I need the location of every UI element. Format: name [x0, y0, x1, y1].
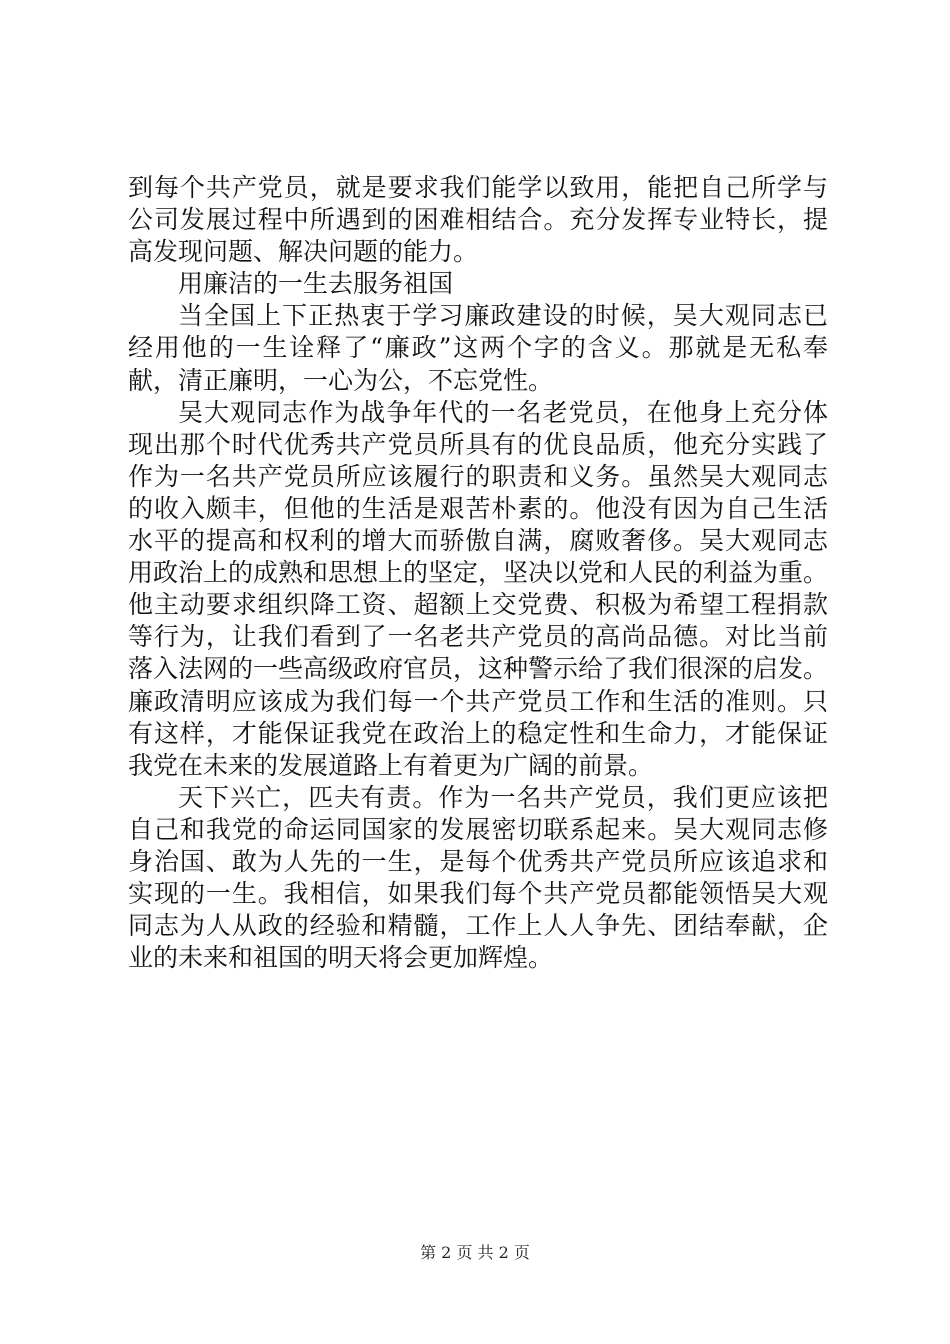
section-heading	[128, 268, 828, 300]
text-line: 献，清正廉明，一心为公，不忘党性。	[128, 365, 554, 395]
text-line: 业的未来和祖国的明天将会更加辉煌。	[128, 943, 554, 973]
text-line: 等行为，让我们看到了一名老共产党员的高尚品德。对比当前	[128, 622, 828, 652]
text-line: 同志为人从政的经验和精髓，工作上人人争先、团结奉献，企	[128, 911, 828, 941]
text-line: 天下兴亡，匹夫有责。作为一名共产党员，我们更应该把	[178, 782, 828, 812]
text-line: 公司发展过程中所遇到的困难相结合。充分发挥专业特长，提	[128, 205, 828, 235]
text-line: 高发现问题、解决问题的能力。	[128, 237, 479, 267]
text-line: 他主动要求组织降工资、超额上交党费、积极为希望工程捐款	[128, 590, 828, 620]
text-line: 实现的一生。我相信，如果我们每个共产党员都能领悟吴大观	[128, 879, 828, 909]
text-line: 用政治上的成熟和思想上的坚定，坚决以党和人民的利益为重。	[128, 558, 829, 588]
text-line: 的收入颇丰，但他的生活是艰苦朴素的。他没有因为自己生活	[128, 493, 828, 523]
text-line: 当全国上下正热衷于学习廉政建设的时候，吴大观同志已	[178, 301, 828, 331]
body-paragraph	[128, 782, 828, 975]
text-line: 水平的提高和权利的增大而骄傲自满，腐败奢侈。吴大观同志	[128, 526, 828, 556]
body-paragraph	[128, 397, 828, 782]
text-line: 有这样，才能保证我党在政治上的稳定性和生命力，才能保证	[128, 718, 828, 748]
text-line: 廉政清明应该成为我们每一个共产党员工作和生活的准则。只	[128, 686, 828, 716]
document-body	[128, 172, 828, 974]
heading-text: 用廉洁的一生去服务祖国	[178, 269, 454, 299]
text-line: 身治国、敢为人先的一生，是每个优秀共产党员所应该追求和	[128, 846, 828, 876]
text-line: 自己和我党的命运同国家的发展密切联系起来。吴大观同志修	[128, 814, 828, 844]
body-paragraph	[128, 172, 828, 268]
text-line: 现出那个时代优秀共产党员所具有的优良品质，他充分实践了	[128, 429, 828, 459]
text-line: 作为一名共产党员所应该履行的职责和义务。虽然吴大观同志	[128, 461, 828, 491]
text-line: 经用他的一生诠释了“廉政”这两个字的含义。那就是无私奉	[128, 333, 828, 363]
text-line: 落入法网的一些高级政府官员，这种警示给了我们很深的启发。	[128, 654, 829, 684]
text-line: 到每个共产党员，就是要求我们能学以致用，能把自己所学与	[128, 173, 828, 202]
page-number-footer: 第 2 页 共 2 页	[420, 1243, 530, 1262]
text-line: 我党在未来的发展道路上有着更为广阔的前景。	[128, 750, 654, 780]
text-line: 吴大观同志作为战争年代的一名老党员，在他身上充分体	[178, 397, 828, 427]
body-paragraph	[128, 300, 828, 396]
